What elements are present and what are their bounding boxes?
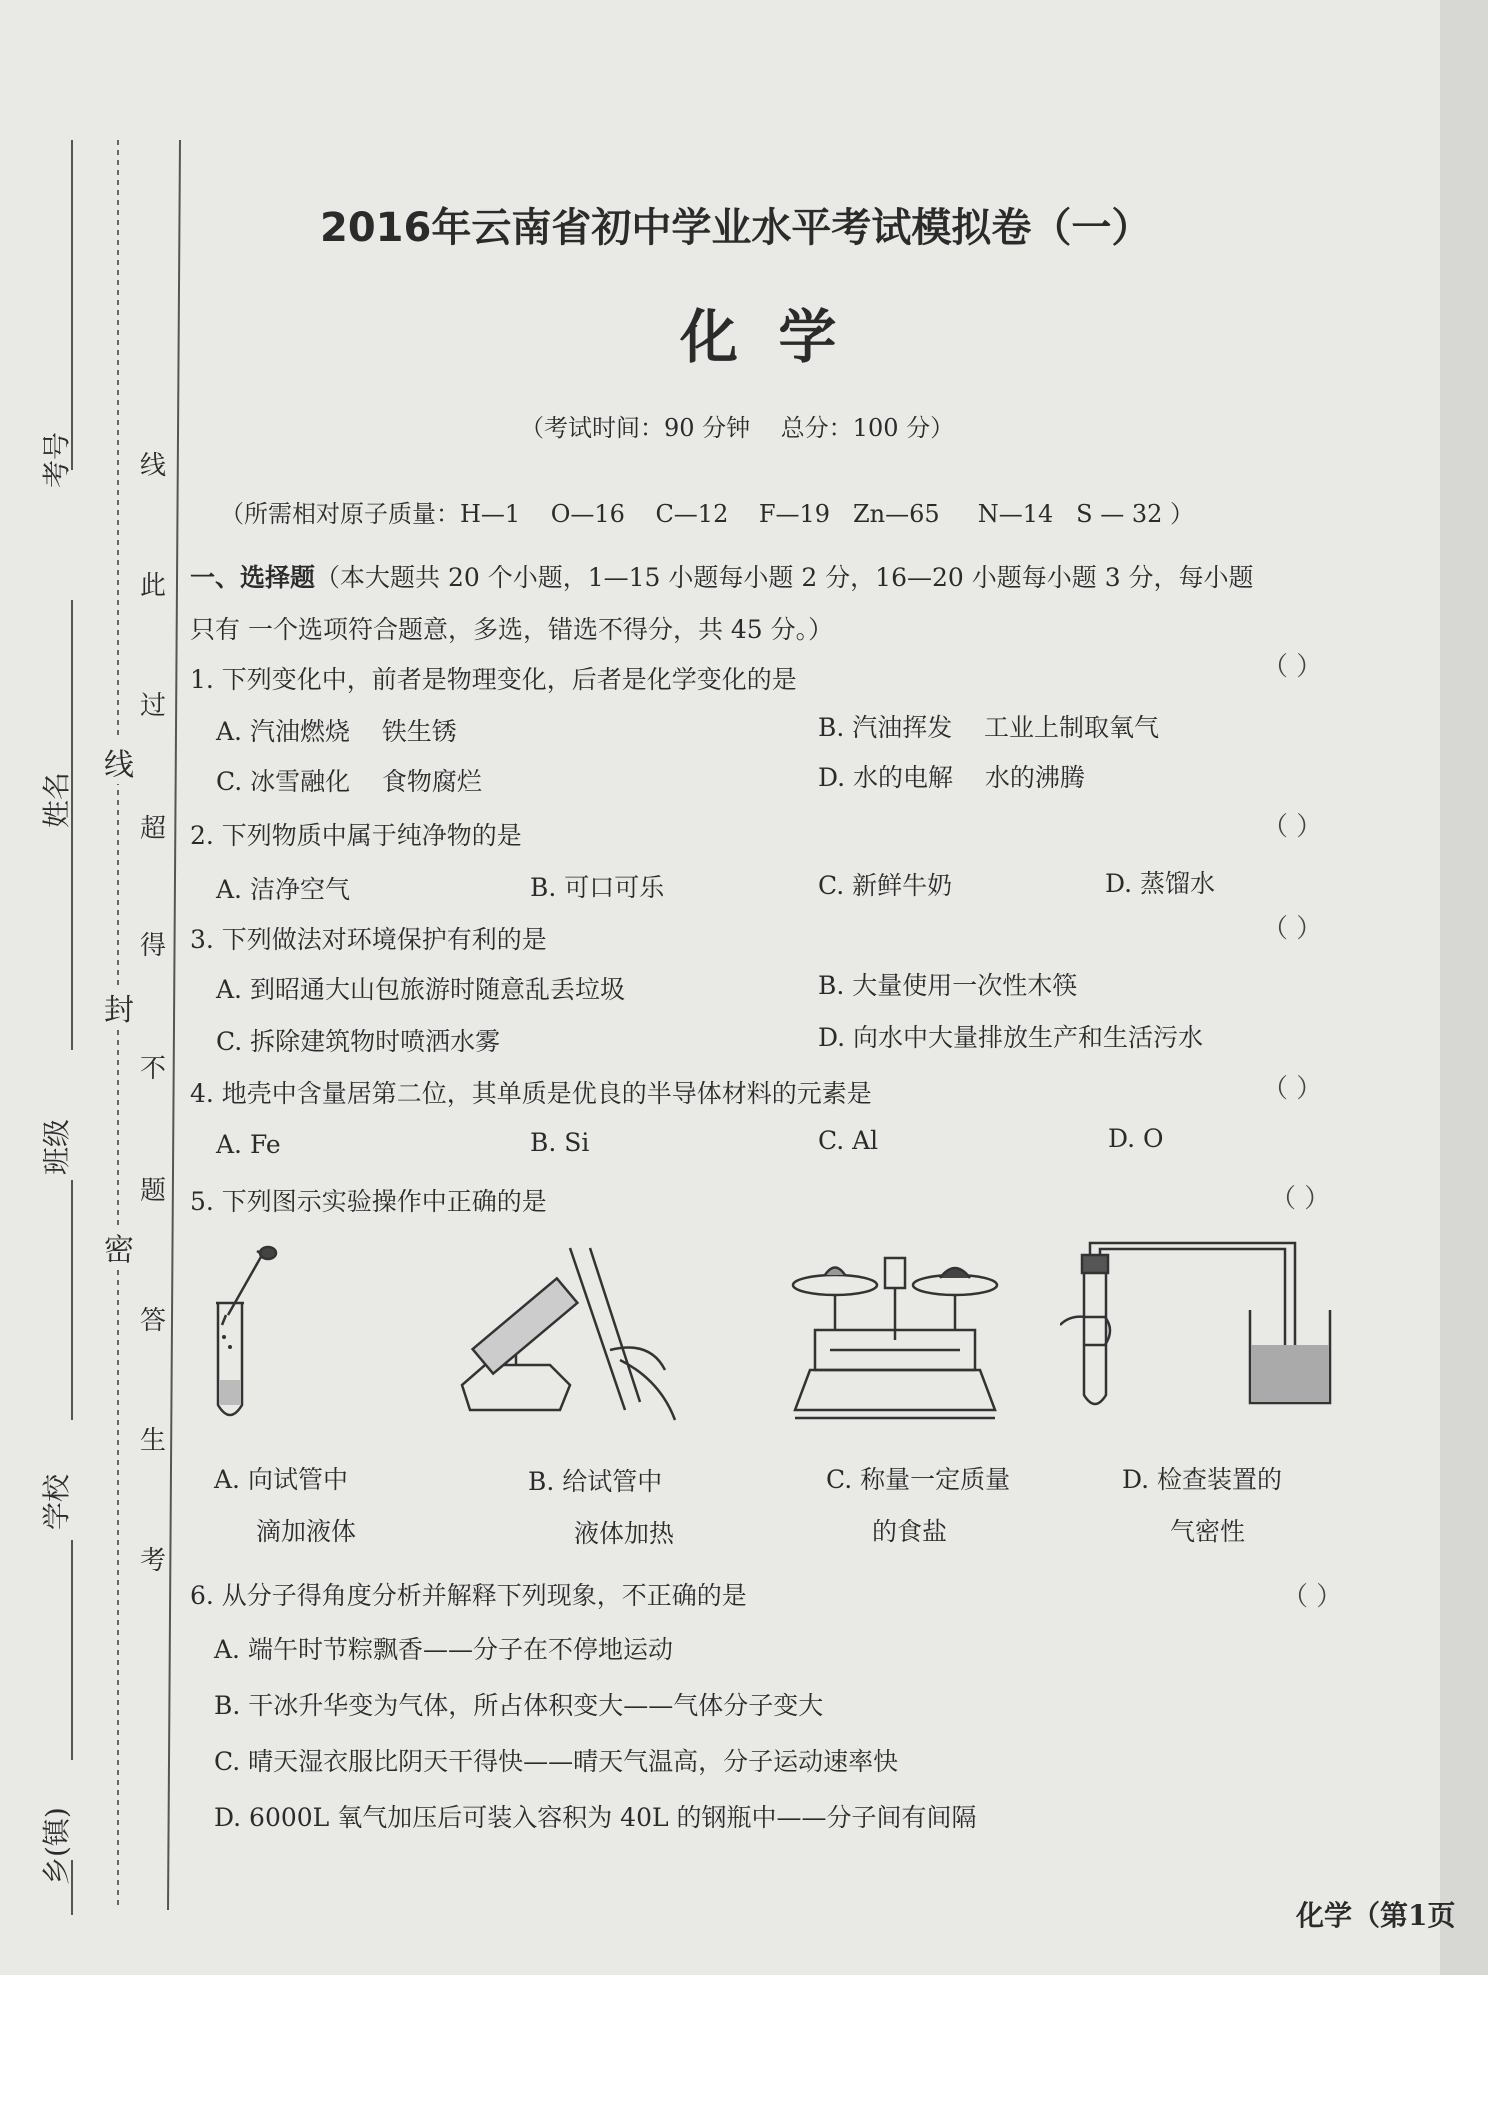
question-stem: 4. 地壳中含量居第二位，其单质是优良的半导体材料的元素是 [190, 1079, 872, 1108]
answer-blank[interactable]: （ ） [1262, 812, 1323, 842]
question-stem: 6. 从分子得角度分析并解释下列现象，不正确的是 [190, 1581, 747, 1610]
warning-char: 过 [140, 691, 167, 721]
field-xuexiao: 学校 [40, 1473, 73, 1530]
option: C. 新鲜牛奶 [818, 871, 953, 900]
figure-heating-test-tube [450, 1240, 690, 1440]
option: A. 汽油燃烧 铁生锈 [216, 717, 457, 746]
warning-char: 得 [140, 931, 167, 961]
option: B. Si [530, 1128, 590, 1157]
figure-caption: 气密性 [1170, 1517, 1246, 1546]
answer-blank[interactable]: （ ） [1270, 1184, 1331, 1214]
question-stem: 2. 下列物质中属于纯净物的是 [190, 821, 522, 850]
field-xiangzhen: 乡(镇) [40, 1807, 73, 1885]
atomic-masses: （所需相对原子质量：H—1 O—16 C—12 F—19 Zn—65 N—14 S — 32 ） [220, 500, 1195, 528]
figure-caption: 液体加热 [574, 1519, 675, 1548]
answer-blank[interactable]: （ ） [1282, 1582, 1343, 1612]
section-header [190, 558, 1254, 594]
figure-caption: A. 向试管中 [214, 1465, 348, 1494]
warning-char: 答 [140, 1306, 167, 1336]
section-label: 一、选择题 [190, 563, 316, 592]
subject-title: 化 学 [680, 303, 837, 371]
warning-char: 题 [140, 1176, 167, 1206]
warning-char: 此 [140, 571, 167, 601]
section-instruction-cont: 只有 一个选项符合题意，多选，错选不得分，共 45 分。） [190, 615, 834, 644]
figure-caption: 的食盐 [872, 1517, 948, 1546]
answer-blank[interactable]: （ ） [1262, 1074, 1323, 1104]
figure-caption: B. 给试管中 [528, 1467, 663, 1496]
warning-char: 考 [140, 1546, 167, 1576]
figure-caption: 滴加液体 [256, 1517, 357, 1546]
option: A. 端午时节粽飘香——分子在不停地运动 [214, 1635, 673, 1664]
figure-airtightness-check [1060, 1235, 1340, 1425]
field-xingming: 姓名 [40, 771, 73, 828]
binding-lines [0, 0, 200, 1975]
option: C. 晴天湿衣服比阴天干得快——晴天气温高，分子运动速率快 [214, 1747, 899, 1776]
option: A. 到昭通大山包旅游时随意乱丢垃圾 [216, 975, 625, 1004]
seal-mark-mi: 密 [104, 1225, 134, 1269]
option: B. 汽油挥发 工业上制取氧气 [818, 713, 1160, 742]
answer-blank[interactable]: （ ） [1262, 914, 1323, 944]
seal-mark-feng: 封 [104, 985, 134, 1029]
option: B. 可口可乐 [530, 873, 665, 902]
question-stem: 1. 下列变化中，前者是物理变化，后者是化学变化的是 [190, 665, 797, 694]
option: B. 大量使用一次性木筷 [818, 971, 1078, 1000]
option: C. 冰雪融化 食物腐烂 [216, 767, 482, 796]
option: A. Fe [216, 1130, 281, 1159]
warning-char: 生 [140, 1426, 167, 1456]
option: D. O [1108, 1124, 1164, 1153]
warning-char: 不 [140, 1054, 167, 1084]
option: C. 拆除建筑物时喷洒水雾 [216, 1027, 501, 1056]
warning-char: 超 [140, 814, 167, 844]
option: D. 6000L 氧气加压后可装入容积为 40L 的钢瓶中——分子间有间隔 [214, 1803, 977, 1832]
option: D. 蒸馏水 [1105, 869, 1216, 898]
figure-caption: D. 检查装置的 [1122, 1465, 1283, 1494]
option: B. 干冰升华变为气体，所占体积变大——气体分子变大 [214, 1691, 824, 1720]
field-kaohao: 考号 [40, 431, 73, 488]
question-stem: 5. 下列图示实验操作中正确的是 [190, 1187, 547, 1216]
exam-title: 2016年云南省初中学业水平考试模拟卷（一） [320, 205, 1152, 251]
figure-dropper-test-tube [200, 1245, 300, 1425]
question-stem: 3. 下列做法对环境保护有利的是 [190, 925, 547, 954]
paper-shadow-edge [1440, 0, 1488, 1975]
exam-info: （考试时间：90 分钟 总分：100 分） [520, 414, 955, 442]
figure-balance [790, 1250, 1000, 1425]
page-footer: 化学（第1页 [1296, 1899, 1456, 1932]
option: C. Al [818, 1126, 879, 1155]
section-instruction: （本大题共 20 个小题，1—15 小题每小题 2 分，16—20 小题每小题 3 分，每小题 [315, 563, 1254, 592]
warning-char: 线 [140, 451, 167, 481]
answer-blank[interactable]: （ ） [1262, 652, 1323, 682]
option: D. 水的电解 水的沸腾 [818, 763, 1085, 792]
option: D. 向水中大量排放生产和生活污水 [818, 1023, 1204, 1052]
field-banji: 班级 [40, 1118, 73, 1175]
seal-mark-xian: 线 [104, 740, 134, 784]
figure-caption: C. 称量一定质量 [826, 1465, 1011, 1494]
option: A. 洁净空气 [216, 875, 350, 904]
